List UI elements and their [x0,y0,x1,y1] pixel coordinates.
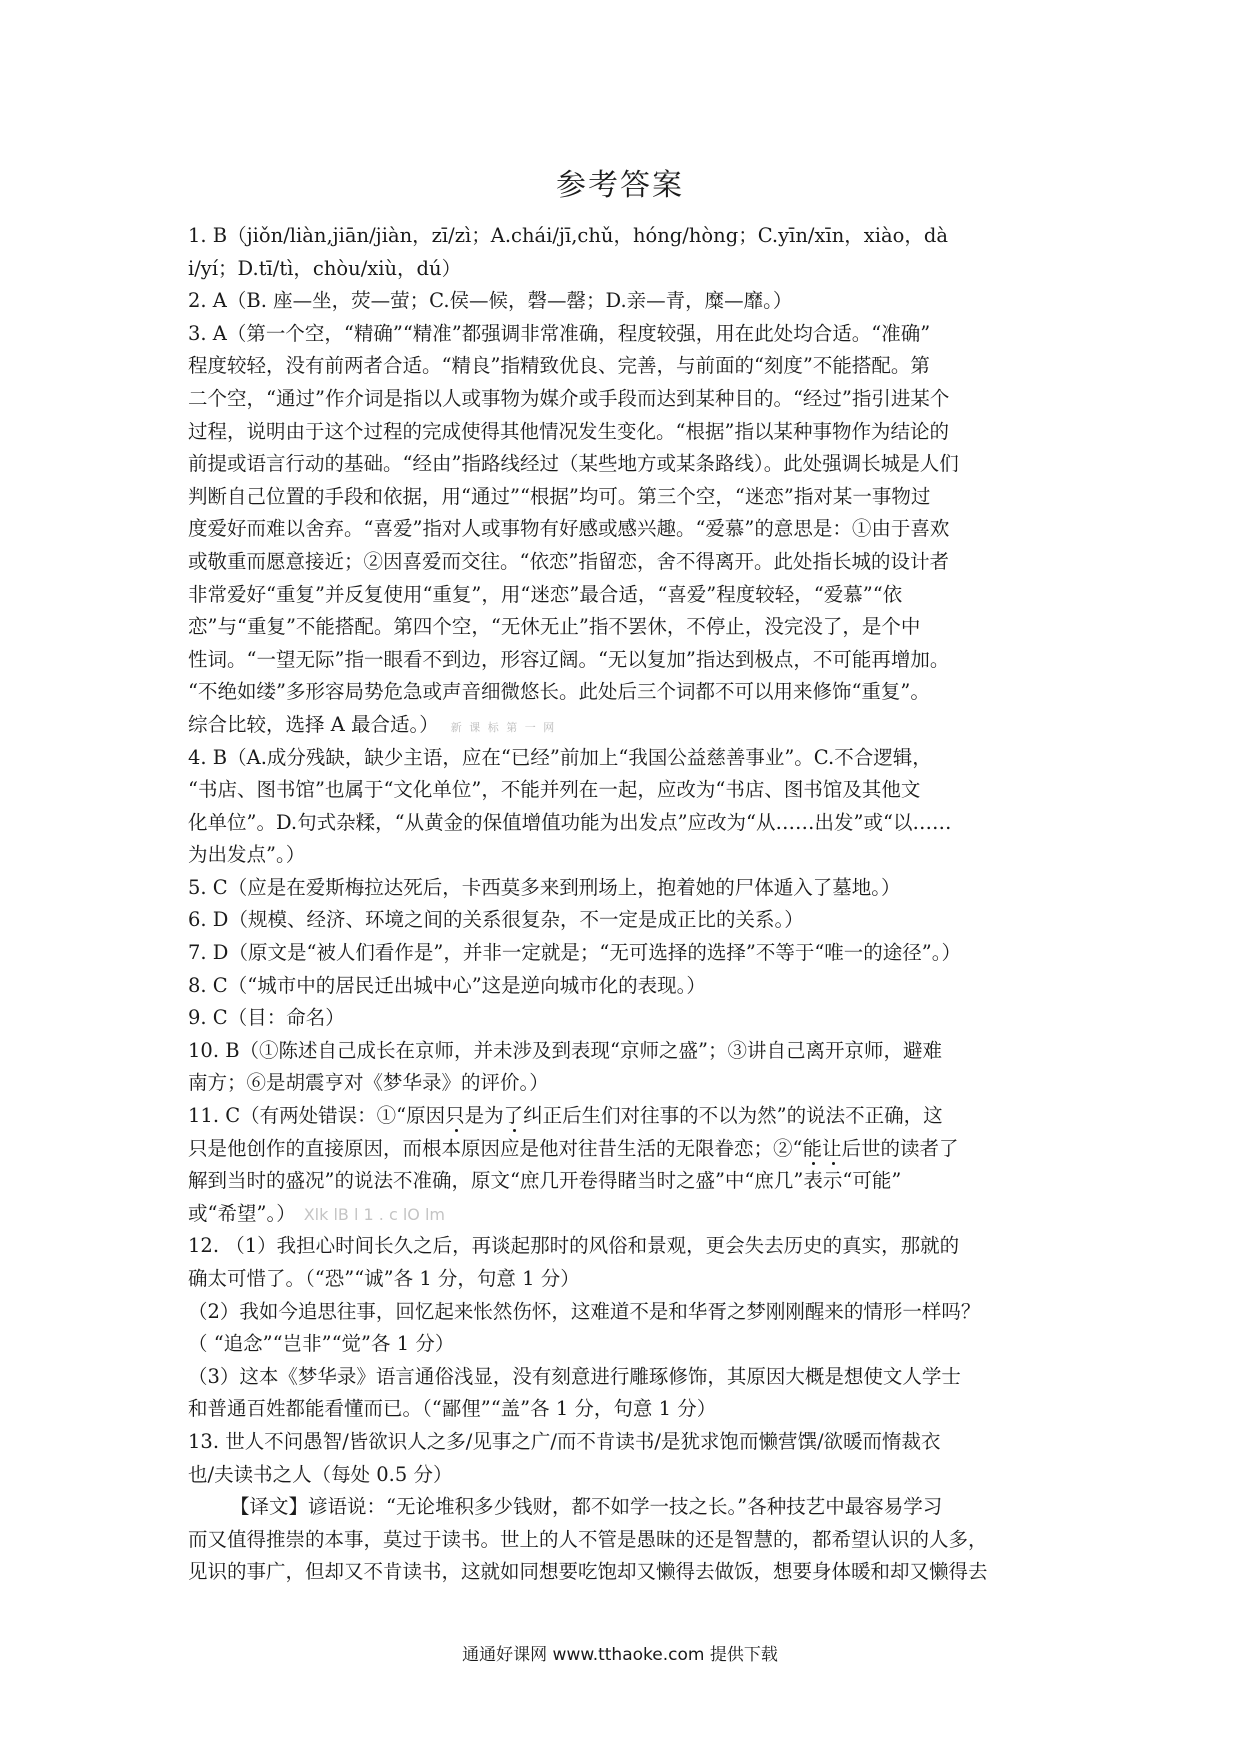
footer-credit: 通通好课网 www.tthaoke.com 提供下载 [462,1645,778,1665]
answer-6-line-1: 6. D（规模、经济、环境之间的关系很复杂，不一定是成正比的关系。） [188,908,804,932]
answer-3-line-4: 过程，说明由于这个过程的完成使得其他情况发生变化。“根据”指以某种事物作为结论的 [188,419,949,443]
answer-13-line-1: 13. 世人不问愚智/皆欲识人之多/见事之广/而不肯读书/是犹求饱而懒营馔/欲暖而惰裁衣 [188,1429,941,1453]
answer-2-line-1: 2. A（B. 座—坐，荧—萤；C.侯—候，磬—罄；D.亲—青，糜—靡。） [188,289,793,313]
answer-13-line-4: 而又值得推崇的本事，莫过于读书。世上的人不管是愚昧的还是智慧的，都希望认识的人多， [188,1527,988,1551]
answer-11-line-4 [188,1198,1068,1231]
answer-1-line-2: i/yí；D.tī/tì，chòu/xiù，dú） [188,256,462,280]
answer-11-line-2 [188,1133,1068,1166]
emphasis-mark: 了 [503,1104,524,1128]
answer-3-line-6: 判断自己位置的手段和依据，用“通过”“根据”均可。第三个空，“迷恋”指对某一事物过 [188,484,931,508]
answer-11-line-4-text: 或“希望”。） [188,1201,296,1225]
emphasis-mark: 能 [802,1136,822,1160]
answer-13-line-3: 【译文】谚语说：“无论堆积多少钱财，都不如学一技之长。”各种技艺中最容易学习 [230,1495,943,1519]
answer-3-line-7: 度爱好而难以舍弃。“喜爱”指对人或事物有好感或感兴趣。“爱慕”的意思是：①由于喜欢 [188,517,950,541]
answer-11-line-2-pre: 只是他创作的直接原因，而根本原因应是他对往昔生活的无限眷恋；②“ [188,1136,803,1160]
answer-13-line-5: 见识的事广，但却又不肯读书，这就如同想要吃饱却又懒得去做饭，想要身体暖和却又懒得去 [188,1560,988,1584]
answer-10-line-1: 10. B（①陈述自己成长在京师，并未涉及到表现“京师之盛”；③讲自己离开京师，避难 [188,1038,942,1062]
watermark-text: Xlk lB l 1 . c lO lm [303,1204,445,1224]
answer-11-line-2-post: 后世的读者了 [841,1136,959,1160]
page-title: 参考答案 [556,168,684,203]
answer-8-line-1: 8. C（“城市中的居民迁出城中心”这是逆向城市化的表现。） [188,973,706,997]
answer-3-line-8: 或敬重而愿意接近；②因喜爱而交往。“依恋”指留恋，舍不得离开。此处指长城的设计者 [188,549,949,573]
answer-10-line-2: 南方；⑥是胡震亨对《梦华录》的评价。） [188,1071,549,1095]
answer-7-line-1: 7. D（原文是“被人们看作是”，并非一定就是；“无可选择的选择”不等于“唯一的途径”。） [188,941,962,965]
answer-3-line-5: 前提或语言行动的基础。“经由”指路线经过（某些地方或某条路线）。此处强调长城是人们 [188,452,959,476]
answer-3-line-1: 3. A（第一个空，“精确”“精准”都强调非常准确，程度较强，用在此处均合适。“准确” [188,321,931,345]
answer-1-line-1: 1. B（jiǒn/liàn,jiān/jiàn，zī/zì；A.chái/jī,chǔ，hóng/hòng；C.yīn/xīn，xiào，dà [188,224,949,247]
answer-12-line-5: （3）这本《梦华录》语言通俗浅显，没有刻意进行雕琢修饰，其原因大概是想使文人学士 [188,1364,961,1388]
answer-11-line-1-pre: 11. C（有两处错误：①“原因 [188,1104,446,1128]
answer-11-line-1-post: 纠正后生们对往事的不以为然”的说法不正确，这 [523,1104,943,1128]
answer-12-line-1: 12. （1）我担心时间长久之后，再谈起那时的风俗和景观，更会失去历史的真实，那就的 [188,1234,960,1258]
answer-9-line-1: 9. C（目：命名） [188,1006,345,1030]
answer-3-line-2: 程度较轻，没有前两者合适。“精良”指精致优良、完善，与前面的“刻度”不能搭配。第 [188,354,930,378]
answer-3-line-13 [188,709,1068,742]
answer-3-line-12: “不绝如缕”多形容局势危急或声音细微悠长。此处后三个词都不可以用来修饰“重复”。 [188,680,930,704]
answer-3-line-11: 性词。“一望无际”指一眼看不到边，形容辽阔。“无以复加”指达到极点，不可能再增加。 [188,647,950,671]
answer-12-line-4: （ “追念”“岂非”“觉”各 1 分） [188,1332,455,1356]
answer-12-line-3: （2）我如今追思往事，回忆起来怅然伤怀，这难道不是和华胥之梦刚刚醒来的情形一样吗？ [188,1299,981,1323]
answer-3-line-9: 非常爱好“重复”并反复使用“重复”，用“迷恋”最合适，“喜爱”程度较轻，“爱慕”“依 [188,582,903,606]
answer-13-line-2: 也/夫读书之人（每处 0.5 分） [188,1462,453,1486]
answer-4-line-3: 化单位”。D.句式杂糅，“从黄金的保值增值功能为出发点”应改为“从……出发”或“以…… [188,810,952,834]
answer-4-line-2: “书店、图书馆”也属于“文化单位”，不能并列在一起，应改为“书店、图书馆及其他文 [188,778,921,802]
answer-11-line-1-mid: 是为 [464,1104,504,1128]
answer-5-line-1: 5. C（应是在爱斯梅拉达死后，卡西莫多来到刑场上，抱着她的尸体遁入了墓地。） [188,875,901,899]
answer-3-line-10: 恋”与“重复”不能搭配。第四个空，“无休无止”指不罢休，不停止，没完没了，是个中 [188,615,921,639]
emphasis-mark: 让 [822,1136,842,1160]
answer-4-line-4: 为出发点”。） [188,843,306,867]
answer-body [188,220,1068,1589]
answer-11-line-3: 解到当时的盛况”的说法不准确，原文“庶几开卷得睹当时之盛”中“庶几”表示“可能” [188,1169,902,1193]
answer-11-line-1 [188,1100,1068,1133]
answer-12-line-2: 确太可惜了。（“恐”“诚”各 1 分，句意 1 分） [188,1267,580,1290]
emphasis-mark: 只 [445,1104,465,1128]
answer-4-line-1: 4. B（A.成分残缺，缺少主语，应在“已经”前加上“我国公益慈善事业”。C.不合逻辑， [188,745,932,769]
answer-3-line-3: 二个空，“通过”作介词是指以人或事物为媒介或手段而达到某种目的。“经过”指引进某个 [188,386,950,410]
answer-3-line-13-text: 综合比较，选择 A 最合适。） [188,712,439,736]
answer-12-line-6: 和普通百姓都能看懂而已。（“鄙俚”“盖”各 1 分，句意 1 分） [188,1397,717,1421]
watermark-text: 新 课 标 第 一 网 [450,720,557,734]
